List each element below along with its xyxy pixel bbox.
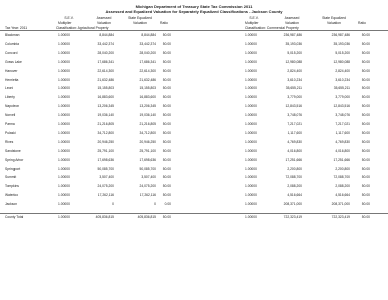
com-assessed: 236,987,486 (283, 33, 302, 37)
com-assessed: 4,016,800 (287, 148, 302, 153)
ag-sev: 21,632,486 (139, 77, 156, 82)
com-multiplier: 1.00000 (245, 113, 257, 118)
com-multiplier: 1.00000 (245, 86, 257, 91)
ag-ratio: 50.00 (162, 95, 171, 100)
ag-sev: 17,686,341 (139, 59, 156, 64)
com-ratio: 50.00 (361, 86, 370, 91)
com-assessed: 3,748,076 (287, 113, 302, 118)
row-name: Henrietta (5, 77, 19, 82)
com-multiplier: 1.00000 (245, 175, 257, 180)
com-assessed: 4,769,830 (287, 139, 302, 144)
ag-sev-header: S.E.V. (64, 16, 74, 20)
com-multiplier: 1.00000 (245, 139, 257, 144)
com-sev: 7,217,021 (335, 122, 350, 126)
com-multiplier: 1.00000 (245, 202, 257, 207)
com-multiplier: 1.00000 (245, 50, 257, 55)
ag-multiplier: 1.00000 (58, 202, 70, 207)
table-row (0, 60, 388, 68)
com-multiplier: 1.00000 (245, 157, 257, 162)
com-sev: 12,843,516 (333, 104, 350, 109)
com-sev: 5,015,200 (335, 50, 350, 55)
ag-multiplier: 1.00000 (58, 95, 70, 100)
ag-sev: 19,036,140 (139, 113, 156, 118)
com-classification-label: Classification: Commercial Property (245, 26, 299, 30)
row-name: Sandstone (5, 148, 21, 153)
report-subtitle: Assessed and Equalized Valuation for Separately Equalized Classifications - Jackson County (105, 9, 283, 14)
com-assessed: 2,088,200 (287, 184, 302, 189)
total-ag-multiplier: 1.00000 (58, 215, 70, 219)
com-ratio: 50.00 (361, 148, 370, 153)
table-row (0, 122, 388, 130)
ag-assessed: 50,085,700 (97, 166, 114, 171)
com-ratio-header: Ratio (358, 21, 366, 25)
row-name: Napoleon (5, 104, 20, 109)
table-row (0, 33, 388, 41)
ag-ratio: 50.00 (162, 122, 171, 126)
row-name: Springport (5, 166, 21, 171)
com-sev: 4,016,800 (335, 148, 350, 153)
table-row (0, 167, 388, 175)
table-row (0, 69, 388, 77)
com-state-valuation-header: Valuation (327, 21, 341, 25)
ag-multiplier: 1.00000 (58, 184, 70, 189)
com-sev: 17,251,666 (333, 157, 350, 162)
com-assessed: 12,980,088 (285, 59, 302, 64)
row-name: Norvell (5, 113, 16, 118)
com-assessed: 5,015,200 (287, 50, 302, 55)
ag-state-valuation-header: Valuation (133, 21, 147, 25)
ag-multiplier: 1.00000 (58, 166, 70, 171)
row-name: Jackson (5, 202, 18, 207)
ag-valuation-header: Valuation (97, 21, 111, 25)
ag-sev: 21,216,805 (139, 122, 156, 126)
ag-sev: 20,946,250 (139, 139, 156, 144)
ag-ratio: 50.00 (162, 130, 171, 135)
ag-multiplier: 1.00000 (58, 77, 70, 82)
table-row (0, 42, 388, 50)
row-name: Waterloo (5, 193, 19, 198)
table-row (0, 104, 388, 112)
ag-multiplier: 1.00000 (58, 122, 70, 126)
ag-sev: 3,507,400 (141, 175, 156, 180)
total-divider (0, 213, 388, 214)
total-ag-assessed: 405,836,815 (95, 215, 114, 219)
county-total-row (0, 215, 388, 223)
ag-multiplier: 1.00000 (58, 139, 70, 144)
com-multiplier: 1.00000 (245, 166, 257, 171)
com-ratio: 50.00 (361, 202, 370, 207)
com-sev: 4,769,830 (335, 139, 350, 144)
ag-multiplier: 1.00000 (58, 104, 70, 109)
ag-sev: 28,040,200 (139, 50, 156, 55)
row-name: Summit (5, 175, 17, 180)
com-sev: 236,987,486 (331, 33, 350, 37)
ag-ratio: 50.00 (162, 33, 171, 37)
table-row (0, 78, 388, 86)
ag-ratio: 50.00 (162, 193, 171, 198)
ag-sev: 24,075,200 (139, 184, 156, 189)
com-multiplier: 1.00000 (245, 59, 257, 64)
table-row (0, 184, 388, 192)
com-assessed: 7,217,021 (287, 122, 302, 126)
com-multiplier: 1.00000 (245, 77, 257, 82)
table-row (0, 95, 388, 103)
com-multiplier: 1.00000 (245, 130, 257, 135)
com-ratio: 50.00 (361, 166, 370, 171)
table-row (0, 193, 388, 201)
com-multiplier-header: Multiplier (245, 21, 259, 25)
com-sev: 2,088,200 (335, 184, 350, 189)
ag-ratio: 50.00 (162, 139, 171, 144)
ag-assessed: 21,216,805 (97, 122, 114, 126)
com-sev: 72,088,700 (333, 175, 350, 180)
ag-ratio: 50.00 (162, 113, 171, 118)
ag-multiplier: 1.00000 (58, 175, 70, 180)
table-row (0, 202, 388, 210)
ag-ratio: 50.00 (162, 157, 171, 162)
ag-sev: 22,614,300 (139, 68, 156, 73)
row-name: Liberty (5, 95, 15, 100)
ag-sev: 25,791,100 (139, 148, 156, 153)
com-multiplier: 1.00000 (245, 95, 257, 100)
com-ratio: 50.00 (361, 41, 370, 46)
com-sev: 1,117,600 (335, 130, 350, 135)
row-name: Leoni (5, 86, 14, 91)
com-ratio: 50.00 (361, 77, 370, 82)
com-ratio: 50.00 (361, 95, 370, 100)
total-label: County Total (5, 215, 24, 219)
ag-assessed: 17,262,116 (97, 193, 114, 198)
com-multiplier: 1.00000 (245, 104, 257, 109)
com-assessed: 4,516,664 (287, 193, 302, 198)
com-multiplier: 1.00000 (245, 122, 257, 126)
report-title: Michigan Department of Treasury State Tax Commission 2011 (135, 4, 253, 9)
com-assessed: 35,193,036 (285, 41, 302, 46)
ag-multiplier: 1.00000 (58, 68, 70, 73)
ag-ratio: 50.00 (162, 166, 171, 171)
ag-multiplier: 1.00000 (58, 86, 70, 91)
row-name: Columbia (5, 41, 19, 46)
row-name: Hanover (5, 68, 18, 73)
com-assessed-header: Assessed (284, 16, 300, 20)
ag-ratio: 50.00 (162, 148, 171, 153)
ag-assessed: 17,686,341 (97, 59, 114, 64)
row-name: Rives (5, 139, 14, 144)
ag-sev: 16,883,600 (139, 95, 156, 100)
com-sev: 3,779,000 (335, 95, 350, 100)
com-assessed: 1,117,600 (287, 130, 302, 135)
ag-ratio-header: Ratio (160, 21, 168, 25)
total-com-assessed: 722,323,419 (283, 215, 302, 219)
ag-assessed: 25,791,100 (97, 148, 114, 153)
ag-classification-label: Classification: Agricultural Property (56, 26, 109, 30)
com-sev-header: S.E.V. (249, 16, 259, 20)
ag-sev: 17,262,116 (139, 193, 156, 198)
ag-assessed: 33,442,374 (97, 41, 114, 46)
ag-sev: 50,085,700 (139, 166, 156, 171)
com-multiplier: 1.00000 (245, 193, 257, 198)
ag-assessed: 8,844,884 (99, 33, 114, 37)
com-assessed: 3,610,234 (287, 77, 302, 82)
ag-multiplier: 1.00000 (58, 33, 70, 37)
com-ratio: 50.00 (361, 59, 370, 64)
row-name: Parma (5, 122, 15, 126)
ag-ratio: 50.00 (162, 41, 171, 46)
ag-multiplier: 1.00000 (58, 113, 70, 118)
com-ratio: 50.00 (361, 130, 370, 135)
row-name: Blackman (5, 33, 20, 37)
ag-sev: 15,155,803 (139, 86, 156, 91)
ag-assessed-header: Assessed (96, 16, 112, 20)
ag-assessed: 20,946,250 (97, 139, 114, 144)
com-multiplier: 1.00000 (245, 68, 257, 73)
ag-assessed: 16,883,600 (97, 95, 114, 100)
ag-multiplier: 1.00000 (58, 193, 70, 198)
table-row (0, 158, 388, 166)
com-sev: 208,371,000 (331, 202, 350, 207)
total-com-sev: 722,323,419 (331, 215, 350, 219)
ag-multiplier: 1.00000 (58, 157, 70, 162)
ag-assessed: 17,698,636 (97, 157, 114, 162)
com-assessed: 17,251,666 (285, 157, 302, 162)
com-multiplier: 1.00000 (245, 184, 257, 189)
table-row (0, 175, 388, 183)
ag-ratio: 50.00 (162, 184, 171, 189)
ag-ratio: 0.00 (164, 202, 171, 207)
row-name: Spring Arbor (5, 157, 24, 162)
table-row (0, 131, 388, 139)
ag-multiplier: 1.00000 (58, 50, 70, 55)
com-assessed: 12,843,516 (285, 104, 302, 109)
com-multiplier: 1.00000 (245, 41, 257, 46)
com-assessed: 2,824,400 (287, 68, 302, 73)
ag-ratio: 50.00 (162, 50, 171, 55)
ag-ratio: 50.00 (162, 68, 171, 73)
com-ratio: 50.00 (361, 113, 370, 118)
ag-sev: 17,698,636 (139, 157, 156, 162)
ag-assessed: 0 (112, 202, 114, 207)
ag-sev: 34,712,800 (139, 130, 156, 135)
ag-multiplier: 1.00000 (58, 130, 70, 135)
ag-ratio: 50.00 (162, 86, 171, 91)
ag-assessed: 15,155,803 (97, 86, 114, 91)
com-sev: 2,824,400 (335, 68, 350, 73)
com-assessed: 35,655,211 (285, 86, 302, 91)
com-ratio: 50.00 (361, 139, 370, 144)
header-divider (0, 30, 388, 31)
table-row (0, 86, 388, 94)
com-ratio: 50.00 (361, 193, 370, 198)
table-row (0, 149, 388, 157)
row-name: Grass Lake (5, 59, 22, 64)
ag-state-eq-header: State Equalized (128, 16, 152, 20)
com-sev: 2,200,800 (335, 166, 350, 171)
com-sev: 3,610,234 (335, 77, 350, 82)
ag-sev: 13,206,345 (139, 104, 156, 109)
total-com-ratio: 50.00 (361, 215, 370, 219)
com-assessed: 208,371,000 (283, 202, 302, 207)
row-name: Pulaski (5, 130, 16, 135)
ag-multiplier: 1.00000 (58, 41, 70, 46)
ag-multiplier: 1.00000 (58, 148, 70, 153)
ag-multiplier: 1.00000 (58, 59, 70, 64)
com-assessed: 2,200,800 (287, 166, 302, 171)
com-assessed: 3,779,000 (287, 95, 302, 100)
total-ag-sev: 405,836,815 (137, 215, 156, 219)
ag-assessed: 22,614,300 (97, 68, 114, 73)
com-sev: 3,748,076 (335, 113, 350, 118)
ag-assessed: 24,075,200 (97, 184, 114, 189)
ag-ratio: 50.00 (162, 59, 171, 64)
total-com-multiplier: 1.00000 (245, 215, 257, 219)
ag-assessed: 3,507,400 (99, 175, 114, 180)
ag-assessed: 19,036,140 (97, 113, 114, 118)
ag-ratio: 50.00 (162, 104, 171, 109)
row-name: Tompkins (5, 184, 19, 189)
com-ratio: 50.00 (361, 175, 370, 180)
tax-year-label: Tax Year: 2011 (5, 26, 28, 30)
com-ratio: 50.00 (361, 122, 370, 126)
com-ratio: 50.00 (361, 50, 370, 55)
table-row (0, 113, 388, 121)
table-row (0, 140, 388, 148)
com-sev: 12,980,088 (333, 59, 350, 64)
com-ratio: 50.00 (361, 33, 370, 37)
com-valuation-header: Valuation (285, 21, 299, 25)
ag-multiplier-header: Multiplier (58, 21, 72, 25)
row-name: Concord (5, 50, 18, 55)
com-sev: 35,655,211 (333, 86, 350, 91)
com-multiplier: 1.00000 (245, 33, 257, 37)
ag-ratio: 50.00 (162, 175, 171, 180)
com-sev: 35,193,036 (333, 41, 350, 46)
ag-assessed: 28,040,200 (97, 50, 114, 55)
table-row (0, 51, 388, 59)
com-assessed: 72,088,700 (285, 175, 302, 180)
ag-assessed: 21,632,486 (97, 77, 114, 82)
com-multiplier: 1.00000 (245, 148, 257, 153)
com-ratio: 50.00 (361, 157, 370, 162)
ag-assessed: 34,712,800 (97, 130, 114, 135)
ag-assessed: 13,206,345 (97, 104, 114, 109)
com-ratio: 50.00 (361, 184, 370, 189)
total-ag-ratio: 50.00 (162, 215, 171, 219)
ag-sev: 33,442,374 (139, 41, 156, 46)
ag-sev: 0 (154, 202, 156, 207)
com-ratio: 50.00 (361, 68, 370, 73)
com-ratio: 50.00 (361, 104, 370, 109)
com-state-eq-header: State Equalized (322, 16, 346, 20)
com-sev: 4,516,664 (335, 193, 350, 198)
ag-sev: 8,844,884 (141, 33, 156, 37)
ag-ratio: 50.00 (162, 77, 171, 82)
